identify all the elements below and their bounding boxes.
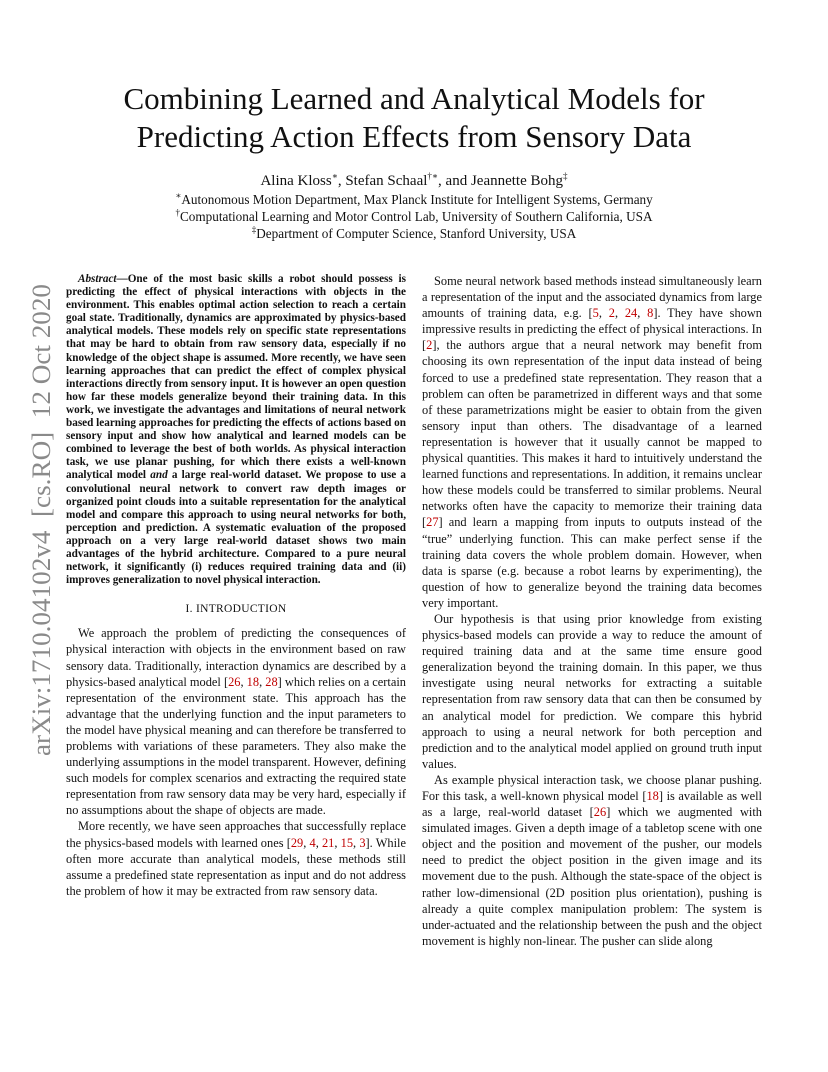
author-affiliation-mark: †∗ xyxy=(427,171,439,181)
abstract xyxy=(66,273,406,587)
citation-link[interactable]: 29 xyxy=(290,835,304,850)
abstract-text: One of the most basic skills a robot should possess is predicting the effect of physical interactions with objects in the environment. This enables optimal action selection to reach a certain goal state. Traditionally, dynamics are approximated by physics-based analytical models. These models rely on specific state representations that may be hard to obtain from raw sensory data, especially if no knowledge of the object shape is assumed. More recently, we have seen learning approaches that can predict the effect of complex physical interactions directly from sensory input. It is however an open question how far these models generalize beyond their training data. In this work, we investigate the advantages and limitations of neural network based learning approaches for predicting the effects of actions based on sensory input and show how analytical and learned models can be combined to leverage the best of both worlds. As physical interaction task, we use planar pushing, for which there exists a well-known analytical model xyxy=(66,273,406,482)
author-affiliation-mark: ‡ xyxy=(563,171,568,181)
paragraph-text: ] which we augmented with simulated images. Given a depth image of a tabletop scene with one object and the position and movement of the pusher, our models need to predict the object position in the given image and its movement due to the push. Although the state-space of the object is rather low-dimensional (2D position plus orientation), pushing is already a quite complex manipulation problem: The system is under-actuated and the relationship between the push and the object movement is highly non-linear. The pusher can slide along xyxy=(422,805,762,948)
paragraph xyxy=(422,273,762,611)
arxiv-stamp xyxy=(8,280,58,760)
citation-separator: , xyxy=(598,306,609,321)
section-heading: I. INTRODUCTION xyxy=(185,603,287,616)
citation-separator: , xyxy=(259,674,266,689)
paragraph-text: ] and learn a mapping from inputs to outputs instead of the “true” underlying function. This can make perfect sense if the training data covers the whole problem domain. However, when data is sparse (e.g. because a robot learns by experimenting), the question of how to generalize beyond the training data becomes very important. xyxy=(422,515,762,610)
paragraph-text: More recently, we have seen approaches that successfully replace the physics-based models with learned ones [ xyxy=(66,819,406,850)
arxiv-stamp-svg xyxy=(8,280,58,760)
citation-separator: , xyxy=(334,835,341,850)
citation-link[interactable]: 3 xyxy=(359,835,366,850)
abstract-label: Abstract xyxy=(78,273,117,285)
author-separator: , xyxy=(337,173,346,189)
affiliation-mark: ∗ xyxy=(175,190,182,201)
paragraph xyxy=(422,772,762,949)
title-line-1: Combining Learned and Analytical Models for xyxy=(123,81,705,116)
affiliation-line xyxy=(60,208,768,225)
right-column xyxy=(422,273,762,949)
citation-link[interactable]: 2 xyxy=(608,306,615,321)
paragraph-text: Some neural network based methods instead simultaneously learn a representation of the input and the associated dynamics from large amounts of training data, e.g. [ xyxy=(422,274,762,321)
affiliation-mark: † xyxy=(175,207,180,218)
citation-link[interactable]: 24 xyxy=(624,306,638,321)
citation-link[interactable]: 26 xyxy=(593,805,607,820)
paragraph xyxy=(66,625,406,818)
abstract-emphasis: and xyxy=(150,469,168,482)
paragraph xyxy=(66,818,406,898)
citation-separator: , xyxy=(637,306,648,321)
citation-link[interactable]: 8 xyxy=(647,306,654,321)
author-affiliation-mark: ∗ xyxy=(331,171,338,181)
affiliation-mark: ‡ xyxy=(251,224,257,235)
paragraph: Our hypothesis is that using prior knowledge from existing physics-based models can provide a way to reduce the amount of required training data and at the same time ensure good generalization beyond the training domain. In this paper, we thus investigate using neural networks for extracting a suitable representation from raw sensory data that can then be consumed by an analytical model for prediction. We compare this hybrid approach to using a neural network for both perception and prediction and to the analytical model applied on ground truth input values. xyxy=(422,611,762,771)
citation-link[interactable]: 2 xyxy=(426,338,433,353)
arxiv-stamp-text: arXiv:1710.04102v4 [cs.RO] 12 Oct 2020 xyxy=(26,295,56,756)
citation-separator: , xyxy=(353,835,360,850)
citation-link[interactable]: 27 xyxy=(426,515,439,530)
citation-link[interactable]: 28 xyxy=(265,674,278,689)
abstract-text: a large real-world dataset. We propose to use a convolutional neural network to convert raw depth images or organized point clouds into a suitable representation for the analytical model and compare this approach to using neural networks for both, perception and prediction. A systematic evaluation of the proposed approach on a very large real-world dataset shows two main advantages of the hybrid architecture. Compared to a pure neural network, it significantly (i) reduces required training data and (ii) improves generalization to novel physical interaction. xyxy=(66,469,406,587)
affiliation-text: Autonomous Motion Department, Max Planck Institute for Intelligent Systems, Germany xyxy=(181,192,653,207)
citation-link[interactable]: 18 xyxy=(246,674,260,689)
paragraph-text: ] is available as well as a large, real-world dataset [ xyxy=(422,789,763,820)
abstract-dash: — xyxy=(116,273,128,285)
paragraph-text: ]. While often more accurate than analytical models, these methods still assume a predefined state representation as input and do not address the problem of how it may be extracted from raw sensory data. xyxy=(66,835,406,898)
paragraph-text: We approach the problem of predicting the consequences of physical interaction with objects in the environment based on raw sensory data. Traditionally, interaction dynamics are described by a physics-based analytical model [ xyxy=(66,626,406,689)
title-line-2: Predicting Action Effects from Sensory Data xyxy=(136,119,692,154)
paper-title xyxy=(60,80,768,156)
citation-link[interactable]: 18 xyxy=(646,789,659,803)
citation-separator: , xyxy=(303,835,310,850)
author-separator: , and xyxy=(438,173,471,189)
citation-separator: , xyxy=(240,674,247,689)
citation-link[interactable]: 26 xyxy=(228,674,241,689)
citation-separator: , xyxy=(614,306,625,321)
author-name: Stefan Schaal xyxy=(345,173,428,189)
citation-link[interactable]: 21 xyxy=(321,835,335,850)
citation-link[interactable]: 5 xyxy=(592,306,599,321)
paragraph-text: As example physical interaction task, we choose planar pushing. For this task, a well-known physical model [ xyxy=(422,772,762,803)
author-name: Alina Kloss xyxy=(260,173,332,189)
affiliation-line xyxy=(60,225,768,242)
affiliation-text: Computational Learning and Motor Control Lab, University of Southern California, USA xyxy=(180,209,653,224)
citation-link[interactable]: 4 xyxy=(309,835,316,850)
citation-link[interactable]: 15 xyxy=(340,835,354,850)
citation-separator: , xyxy=(315,835,322,850)
paragraph-text: ]. They have shown impressive results in predicting the effect of physical interactions. In [ xyxy=(422,306,762,353)
affiliation-line xyxy=(60,191,768,208)
paragraph-text: ] which relies on a certain representation of the environment state. This approach has the advantage that the underlying function and the input parameters to the model have physical meaning and can therefore be transferred to problems with variations of these parameters. They also make the underlying assumptions in the model transparent. However, defining such models for complex scenarios and extracting the required state representation from raw sensory data may be very hard, especially if no assumptions about the shape of objects are made. xyxy=(66,674,406,818)
author-list xyxy=(60,172,768,191)
paragraph-text: ], the authors argue that a neural network may benefit from choosing its own representation of the input data instead of being forced to use a predefined state representation. They reason that a problem can often be parametrized in different ways and that some of these parametrizations might be easier to obtain from the given sensory input than others. The disadvantage of a learned representation is however that it usually cannot be mapped to physical quantities. This makes it hard to intuitively understand the learned functions and representations. In addition, it remains unclear how these models could be transferred to similar problems. Neural networks often have the capacity to memorize their training data [ xyxy=(422,338,762,530)
affiliation-text: Department of Computer Science, Stanford University, USA xyxy=(256,226,577,241)
left-column xyxy=(66,273,406,899)
author-name: Jeannette Bohg xyxy=(470,173,564,189)
